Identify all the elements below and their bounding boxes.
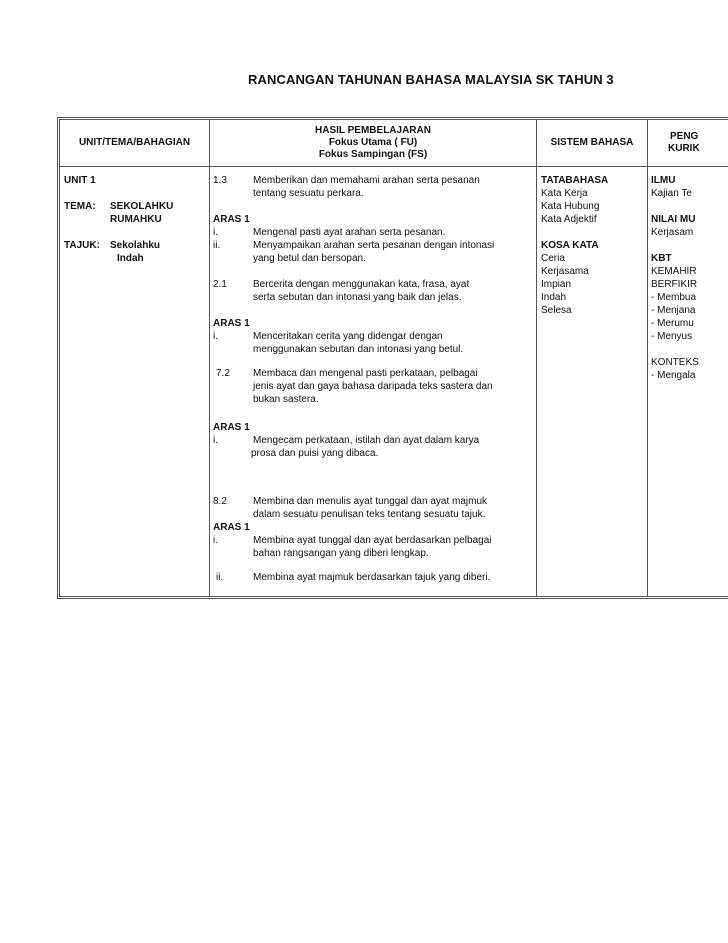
kosa-kata-item: Kerjasama [541,266,589,277]
header-hasil-line2: Fokus Utama ( FU) [328,137,418,148]
kosa-kata-item: Ceria [541,253,565,264]
tajuk-row [64,239,208,252]
kbt-item: - Menjana [651,305,696,316]
konteks-heading: KONTEKS [651,357,699,368]
standard-text: Bercerita dengan menggunakan kata, frasa, ayat [253,279,470,290]
standard-number: 8.2 [213,496,227,507]
kosa-kata-item: Selesa [541,305,572,316]
tatabahasa-item: Kata Hubung [541,201,600,212]
standard-8-2 [213,495,535,508]
kosa-kata-item: Impian [541,279,572,290]
tema-label: TEMA: [64,201,96,212]
kbt-heading: KBT [651,253,672,264]
tema-value: SEKOLAHKU [110,201,174,212]
standard-text: Membina dan menulis ayat tunggal dan ayat majmuk [253,496,488,507]
item-number: i. [213,435,218,446]
header-sistem: SISTEM BAHASA [550,137,634,148]
aras-label: ARAS 1 [213,422,250,433]
item-number: i. [213,331,218,342]
item-text: prosa dan puisi yang dibaca. [251,448,379,459]
peng-column [651,174,728,382]
header-peng-line1: PENG [670,131,699,142]
divider [209,120,210,596]
header-hasil-line3: Fokus Sampingan (FS) [318,149,428,160]
tema-row-2 [64,213,208,226]
header-unit: UNIT/TEMA/BAHAGIAN [78,137,191,148]
header-peng [648,131,728,155]
nilai-item: Kerjasam [651,227,694,238]
item-text: Menceritakan cerita yang didengar dengan [253,331,443,342]
standard-1-3 [213,174,535,187]
standard-text: tentang sesuatu perkara. [253,188,364,199]
unit-label: UNIT 1 [64,175,96,186]
item-text: Mengecam perkataan, istilah dan ayat dalam karya [253,435,480,446]
tajuk-value: Sekolahku [110,240,161,251]
hasil-column [213,174,535,584]
unit-column [64,174,208,265]
ilmu-item: Kajian Te [651,188,692,199]
table-header [60,120,728,167]
item-number: ii. [213,240,221,251]
ilmu-heading: ILMU [651,175,676,186]
item-text: bahan rangsangan yang diberi lengkap. [253,548,429,559]
kosa-kata-heading: KOSA KATA [541,240,599,251]
aras-label: ARAS 1 [213,522,250,533]
item-text: yang betul dan bersopan. [253,253,366,264]
item-number: i. [213,227,218,238]
tatabahasa-item: Kata Kerja [541,188,588,199]
kbt-item: - Membua [651,292,697,303]
tema-row [64,200,208,213]
standard-number: 1.3 [213,175,227,186]
tatabahasa-heading: TATABAHASA [541,175,609,186]
standard-text: serta sebutan dan intonasi yang baik dan jelas. [253,292,462,303]
standard-text: Membaca dan mengenal pasti perkataan, pelbagai [253,368,478,379]
nilai-heading: NILAI MU [651,214,696,225]
tatabahasa-item: Kata Adjektif [541,214,597,225]
item-text: Menyampaikan arahan serta pesanan dengan intonasi [253,240,495,251]
standard-2-1 [213,278,535,291]
tajuk-label: TAJUK: [64,240,100,251]
kbt-item: - Menyus [651,331,693,342]
standard-text: dalam sesuatu penulisan teks tentang sesuatu tajuk. [253,509,486,520]
standard-text: jenis ayat dan gaya bahasa daripada teks sastera dan [253,381,493,392]
standard-number: 2.1 [213,279,227,290]
kosa-kata-item: Indah [541,292,567,303]
header-hasil-line1: HASIL PEMBELAJARAN [315,125,431,136]
tema-value-2: RUMAHKU [110,214,162,225]
standard-text: bukan sastera. [253,394,319,405]
kbt-item: KEMAHIR [651,266,697,277]
tajuk-value-2: Indah [117,253,144,264]
standard-text: Memberikan dan memahami arahan serta pesanan [253,175,480,186]
item-text: menggunakan sebutan dan intonasi yang betul. [253,344,464,355]
lesson-plan-table [57,117,728,599]
sistem-column [541,174,646,317]
item-text: Membina ayat tunggal dan ayat berdasarkan pelbagai [253,535,492,546]
standard-7-2 [213,367,535,380]
header-peng-line2: KURIK [668,143,700,154]
divider [536,120,537,596]
konteks-item: - Mengala [651,370,696,381]
header-hasil [210,125,536,161]
page-title: RANCANGAN TAHUNAN BAHASA MALAYSIA SK TAHUN 3 [248,72,614,87]
item-text: Mengenal pasti ayat arahan serta pesanan. [253,227,446,238]
tajuk-row-2 [64,252,208,265]
kbt-item: BERFIKIR [651,279,698,290]
aras-label: ARAS 1 [213,214,250,225]
item-number: ii. [216,572,224,583]
kbt-item: - Merumu [651,318,694,329]
divider [647,120,648,596]
standard-number: 7.2 [216,368,230,379]
aras-label: ARAS 1 [213,318,250,329]
item-number: i. [213,535,218,546]
item-text: Membina ayat majmuk berdasarkan tajuk yang diberi. [253,572,491,583]
